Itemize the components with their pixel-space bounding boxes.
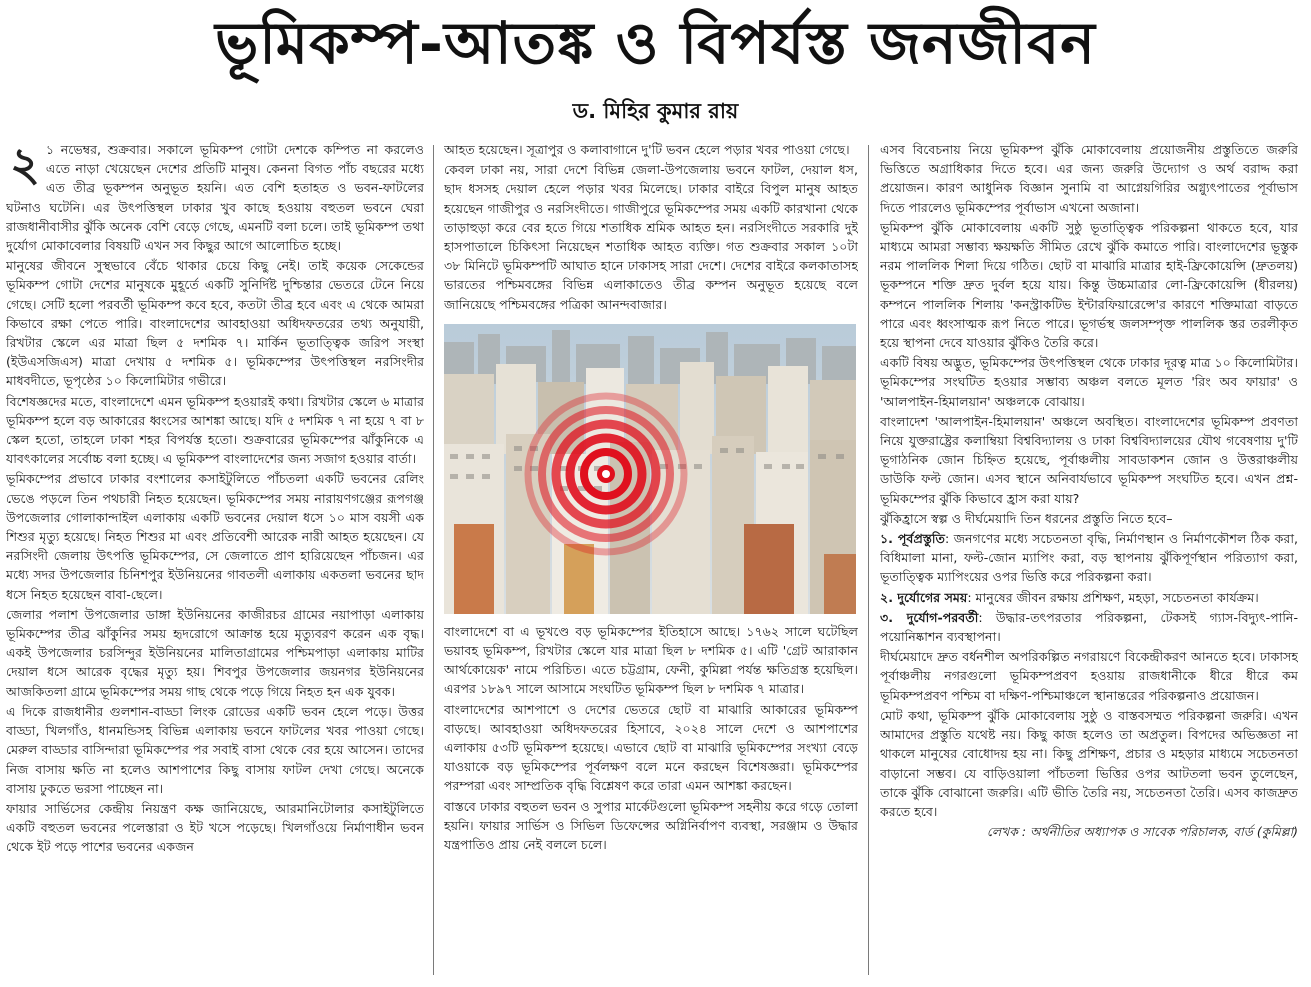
paragraph: মোট কথা, ভূমিকম্প ঝুঁকি মোকাবেলায় সুষ্ঠু ও বাস্তবসম্মত পরিকল্পনা জরুরি। এখন আমাদের প্রস্তুতি যথেষ্ট নয়। কিছু কাজ হলেও তা অপ্রতুল। বিপদের অভিজ্ঞতা না থাকলে মানুষের বোধোদয় হয় না। কিছু প্রশিক্ষণ, প্রচার ও মহড়ার মাধ্যমে সচেতনতা বাড়ানো সম্ভব। যে বাড়িওয়ালা পাঁচতলা ভিত্তির ওপর আটতলা ভবন তুলেছেন, তাকে ঝুঁকি বোঝানো জরুরি। এটি ভীতি তৈরি নয়, সচেতনতা তৈরি। এসব কাজদ্রুত করতে হবে।: [880, 707, 1298, 819]
paragraph: জেলার পলাশ উপজেলার ডাঙ্গা ইউনিয়নের কাজীরচর গ্রামের নয়াপাড়া এলাকায় ভূমিকম্পের তীব্র ঝাঁকুনির সময় হৃদরোগে আক্রান্ত হয়ে মৃত্যুবরণ করেন এক বৃদ্ধ। একই উপজেলার চরসিন্দুর ইউনিয়নের মালিতাগ্রামের পশ্চিমপাড়া এলাকায় মাটির দেয়াল ধসে আরেক বৃদ্ধের মৃত্যু হয়। শিবপুর উপজেলার জয়নগর ইউনিয়নের আজকিতলা গ্রামে ভূমিকম্পের সময় গাছ থেকে পড়ে গিয়ে নিহত হন এক যুবক।: [6, 606, 424, 699]
paragraph: মানুষের জীবনে সুস্থভাবে বেঁচে থাকার চেয়ে কিছু নেই। তাই কয়েক সেকেন্ডের ভূমিকম্প গোটা দেশের মানুষকে মুহূর্তে একটি সুনির্দিষ্ট দুশ্চিন্তার ভেতরে টেনে নিয়ে গেছে। সেটি হলো পরবর্তী ভূমিকম্প কবে হবে, কতটা তীব্র হবে এবং এ থেকে আমরা কিভাবে রক্ষা পেতে পারি। বাংলাদেশের আবহাওয়া অধিদফতরের তথ্য অনুযায়ী, রিখটার স্কেলে এর মাত্রা ছিল ৫ দশমিক ৭। মার্কিন ভূতাত্ত্বিক জরিপ সংস্থা (ইউএসজিএস) মাত্রা দেখায় ৫ দশমিক ৫। ভূমিকম্পের উৎপত্তিস্থল নরসিংদীর মাধবদীতে, ভূপৃষ্ঠের ১০ কিলোমিটার গভীরে।: [6, 258, 424, 389]
paragraph: কেবল ঢাকা নয়, সারা দেশে বিভিন্ন জেলা-উপজেলায় ভবনে ফাটল, দেয়াল ধস, ছাদ ধসসহ দেয়াল হেলে পড়ার খবর মিলেছে। ঢাকার বাইরে বিপুল মানুষ আহত হয়েছেন গাজীপুর ও নরসিংদীতে। গাজীপুরে ভূমিকম্পের সময় একটি কারখানা থেকে তাড়াহুড়া করে বের হতে গিয়ে শতাধিক শ্রমিক আহত হন। নরসিংদীতে সরকারি দুই হাসপাতালে চিকিৎসা নিয়েছেন শতাধিক আহত ব্যক্তি। গত শুক্রবার সকাল ১০টা ৩৮ মিনিটে ভূমিকম্পটি আঘাত হানে ঢাকাসহ সারা দেশে। দেশের বাইরে কলকাতাসহ ভারতের পশ্চিমবঙ্গের বিভিন্ন এলাকাতেও তীব্র কম্পন অনুভূত হয়েছে বলে জানিয়েছে পশ্চিমবঙ্গের পত্রিকা আনন্দবাজার।: [444, 162, 858, 312]
paragraph: একটি বিষয় অদ্ভুত, ভূমিকম্পের উৎপত্তিস্থল থেকে ঢাকার দূরত্ব মাত্র ১০ কিলোমিটার। ভূমিকম্পের সংঘটিত হওয়ার সম্ভাব্য অঞ্চল বলতে মূলত 'রিং অব ফায়ার' ও 'আলপাইন-হিমালয়ান' অঞ্চলকে বোঝায়।: [880, 355, 1298, 409]
paragraph: এ দিকে রাজধানীর গুলশান-বাড্ডা লিংক রোডের একটি ভবন হেলে পড়ে। উত্তর বাড্ডা, খিলগাঁও, ধানমন্ডিসহ বিভিন্ন এলাকায় ভবনে ফাটলের খবর পাওয়া গেছে। মেরুল বাড্ডার বাসিন্দারা ভূমিকম্পের পর সবাই বাসা থেকে বের হয়ে আসেন। তাদের নিজ বাসায় ক্ষতি না হলেও আশপাশের কিছু বাসায় ফাটল দেখা গেছে। অনেকে বাসায় ঢুকতে ভরসা পাচ্ছেন না।: [6, 703, 424, 796]
paragraph-text: ১ নভেম্বর, শুক্রবার। সকালে ভূমিকম্প গোটা দেশকে কম্পিত না করলেও এতে নাড়া খেয়েছেন দেশের প্রতিটি মানুষ। কেননা বিগত পাঁচ বছরের মধ্যে এত তীব্র ভূকম্পন অনুভূত হয়নি। এত বেশি হতাহত ও ভবন-ফাটলের ঘটনাও ঘটেনি। এর উৎপত্তিস্থল ঢাকার খুব কাছে হওয়ায় বহুতল ভবনে ঘেরা রাজধানীবাসীর ঝুঁকি অনেক বেশি বেড়ে গেছে, এমনটি বলা চলে। তাই ভূমিকম্প তথা দুর্যোগ মোকাবেলার বিষয়টি এখন সব কিছুর আগে আলোচিত হচ্ছে।: [6, 142, 424, 254]
preparedness-text: : উদ্ধার-তৎপরতার পরিকল্পনা, টেকসই গ্যাস-বিদ্যুৎ-পানি-পয়োনিষ্কাশন ব্যবস্থাপনা।: [880, 609, 1298, 645]
preparedness-item: [880, 608, 1298, 646]
paragraph: বাংলাদেশ 'আলপাইন-হিমালয়ান' অঞ্চলে অবস্থিত। বাংলাদেশের ভূমিকম্প প্রবণতা নিয়ে যুক্তরাষ্ট্রের কলাম্বিয়া বিশ্ববিদ্যালয় ও ঢাকা বিশ্ববিদ্যালয়ের যৌথ গবেষণায় দু'টি ভূগাঠনিক জোন চিহ্নিত হয়েছে, পূর্বাঞ্চলীয় সাবডাকশন জোন ও উত্তরাঞ্চলীয় ডাউকি ফল্ট জোন। এসব স্থানে অনিবার্যভাবে ভূমিকম্প সংঘটিত হবে। এখন প্রশ্ন- ভূমিকম্পের ঝুঁকি কিভাবে হ্রাস করা যায়?: [880, 413, 1298, 506]
preparedness-label: ১. পূর্বপ্রস্তুতি: [880, 531, 945, 547]
paragraph: বাস্তবে ঢাকার বহুতল ভবন ও সুপার মার্কেটগুলো ভূমিকম্প সহনীয় করে গড়ে তোলা হয়নি। ফায়ার সার্ভিস ও সিভিল ডিফেন্সের অগ্নিনির্বাপণ ব্যবস্থা, সরঞ্জাম ও উদ্ধার যন্ত্রপাতিও প্রায় নেই বললে চলে।: [444, 798, 858, 853]
paragraph: দীর্ঘমেয়াদে দ্রুত বর্ধনশীল অপরিকল্পিত নগরায়ণে বিকেন্দ্রীকরণ আনতে হবে। ঢাকাসহ পূর্বাঞ্চলীয় নগরগুলো ভূমিকম্পপ্রবণ হওয়ায় রাজধানীকে ধীরে ধীরে কম ভূমিকম্পপ্রবণ পশ্চিম বা দক্ষিণ-পশ্চিমাঞ্চলে স্থানান্তরের পরিকল্পনাও প্রয়োজন।: [880, 649, 1298, 703]
paragraph: [6, 140, 424, 255]
preparedness-label: ৩. দুর্যোগ-পরবর্তী: [880, 609, 979, 625]
column-divider: [433, 145, 434, 975]
byline: ড. মিহির কুমার রায়: [572, 99, 739, 123]
paragraph: এসব বিবেচনায় নিয়ে ভূমিকম্প ঝুঁকি মোকাবেলায় প্রয়োজনীয় প্রস্তুতিতে জরুরি ভিত্তিতে অগ্রাধিকার দিতে হবে। এর জন্য জরুরি উদ্যোগ ও অর্থ বরাদ্দ করা প্রয়োজন। কারণ আধুনিক বিজ্ঞান সুনামি বা আগ্নেয়গিরির অগ্ন্যুৎপাতের পূর্বাভাস দিতে পারলেও ভূমিকম্পের পূর্বাভাস এখনো অজানা।: [880, 142, 1298, 215]
column-divider: [868, 145, 869, 975]
preparedness-text: : জনগণের মধ্যে সচেতনতা বৃদ্ধি, নির্মাণস্থান ও নির্মাণকৌশল ঠিক করা, বিধিমালা মানা, ফল্ট-জোন ম্যাপিং করা, বড় স্থাপনায় ঝুঁকিপূর্ণস্থান পরিত্যাগ করা, ভূতাত্ত্বিক ম্যাপিংয়ের ওপর ভিত্তি করে পরিকল্পনা করা।: [880, 531, 1298, 585]
paragraph: বাংলাদেশের আশপাশে ও দেশের ভেতরে ছোট বা মাঝারি আকারের ভূমিকম্প বাড়ছে। আবহাওয়া অধিদফতরের হিসাবে, ২০২৪ সালে দেশে ও আশপাশের এলাকায় ৫৩টি ভূমিকম্প হয়েছে। এভাবে ছোট বা মাঝারি ভূমিকম্পের সংখ্যা বেড়ে যাওয়াকে বড় ভূমিকম্পের পূর্বলক্ষণ বলে মনে করছেন বিশেষজ্ঞরা। ভূমিকম্পের পরম্পরা এবং সাম্প্রতিক বৃদ্ধি বিশ্লেষণ করে তারা এমন আশঙ্কা করছেন।: [444, 701, 858, 794]
preparedness-item: [880, 529, 1298, 587]
preparedness-text: : মানুষের জীবন রক্ষায় প্রশিক্ষণ, মহড়া, সচেতনতা কার্যক্রম।: [967, 589, 1259, 605]
paragraph: ফায়ার সার্ভিসের কেন্দ্রীয় নিয়ন্ত্রণ কক্ষ জানিয়েছে, আরমানিটোলার কসাইটুলিতে একটি বহুতল ভবনের পলেস্তারা ও ইট খসে পড়েছে। খিলগাঁওয়ে নির্মাণাধীন ভবন থেকে ইট পড়ে পাশের ভবনের একজন: [6, 800, 424, 855]
paragraph: আহত হয়েছেন। সূত্রাপুর ও কলাবাগানে দু'টি ভবন হেলে পড়ার খবর পাওয়া গেছে।: [444, 142, 850, 157]
headline: ভূমিকম্প-আতঙ্ক ও বিপর্যস্ত জনজীবন: [215, 8, 1096, 77]
earthquake-city-photo: [444, 324, 856, 614]
preparedness-label: ২. দুর্যোগের সময়: [880, 589, 968, 605]
article-column-2: [444, 140, 858, 980]
article-column-3: [880, 140, 1298, 980]
article-column-1: [6, 140, 424, 980]
author-note: লেখক : অর্থনীতির অধ্যাপক ও সাবেক পরিচালক, বার্ড (কুমিল্লা): [986, 824, 1298, 840]
paragraph: বিশেষজ্ঞদের মতে, বাংলাদেশে এমন ভূমিকম্প হওয়ারই কথা। রিখটার স্কেলে ৬ মাত্রার ভূমিকম্প হলে বড় আকারের ধ্বংসের আশঙ্কা আছে। যদি ৫ দশমিক ৭ না হয়ে ৭ বা ৮ স্কেল হতো, তাহলে ঢাকা শহর বিপর্যস্ত হতো। শুক্রবারের ভূমিকম্পের ঝাঁকুনিকে এ যাবৎকালের সর্বোচ্চ বলা হচ্ছে। এ ভূমিকম্প বাংলাদেশের জন্য সজাগ হওয়ার বার্তা।: [6, 393, 424, 467]
paragraph: বাংলাদেশে বা এ ভূখণ্ডে বড় ভূমিকম্পের ইতিহাসে আছে। ১৭৬২ সালে ঘটেছিল ভয়াবহ ভূমিকম্প, রিখটার স্কেলে যার মাত্রা ছিল ৮ দশমিক ৫। এটি 'গ্রেট আরাকান আর্থকোয়েক' নামে পরিচিত। এতে চট্টগ্রাম, ফেনী, কুমিল্লা পর্যন্ত ক্ষতিগ্রস্ত হয়েছিল। এরপর ১৮৯৭ সালে আসামে সংঘটিত ভূমিকম্প ছিল ৮ দশমিক ৭ মাত্রার।: [444, 623, 858, 697]
paragraph: ভূমিকম্পের প্রভাবে ঢাকার বংশালের কসাইটুলিতে পাঁচতলা একটি ভবনের রেলিং ভেঙে পড়লে তিন পথচারী নিহত হয়েছেন। ভূমিকম্পের সময় নারায়ণগঞ্জের রূপগঞ্জ উপজেলার গোলাকান্দাইল এলাকায় একটি ভবনের দেয়াল ধসে ১০ মাস বয়সী এক শিশুর মৃত্যু হয়েছে। নিহত শিশুর মা এবং প্রতিবেশী আরেক নারী আহত হয়েছেন। যে নরসিংদী জেলায় উৎপত্তি ভূমিকম্পের, সে জেলাতে প্রাণ হারিয়েছেন পাঁচজন। এর মধ্যে সদর উপজেলার চিনিশপুর ইউনিয়নের গাবতলী এলাকায় একতলা ভবনের ছাদ ধসে নিহত হয়েছেন বাবা-ছেলে।: [6, 471, 424, 602]
paragraph: ঝুঁকিহ্রাসে স্বল্প ও দীর্ঘমেয়াদি তিন ধরনের প্রস্তুতি নিতে হবে–: [880, 510, 1173, 526]
drop-cap: ২: [10, 140, 40, 191]
preparedness-item: [880, 588, 1298, 607]
paragraph: ভূমিকম্প ঝুঁকি মোকাবেলায় একটি সুষ্ঠু ভূতাত্ত্বিক পরিকল্পনা থাকতে হবে, যার মাধ্যমে আমরা সম্ভাব্য ক্ষয়ক্ষতি সীমিত রেখে ঝুঁকি কমাতে পারি। বাংলাদেশের ভূস্তুক নরম পাললিক শিলা দিয়ে গঠিত। ছোট বা মাঝারি মাত্রার হাই-ফ্রিকোয়েন্সি (দ্রুতলয়) ভূকম্পনে শক্তি দ্রুত দুর্বল হয়ে যায়। কিন্তু উচ্চমাত্রার লো-ফ্রিকোয়েন্সি (ধীরলয়) কম্পনে পাললিক শিলায় 'কনস্ট্রাকটিভ ইন্টারফিয়ারেন্সে'র কারণে শক্তিমাত্রা বাড়তে পারে এবং ধ্বংসাত্মক রূপ নিতে পারে। ভূগর্ভস্থ জলসম্পৃক্ত পাললিক স্তর তরলীকৃত হয়ে স্থাপনা দেবে যাওয়ার ঝুঁকিও তৈরি করে।: [880, 219, 1298, 351]
